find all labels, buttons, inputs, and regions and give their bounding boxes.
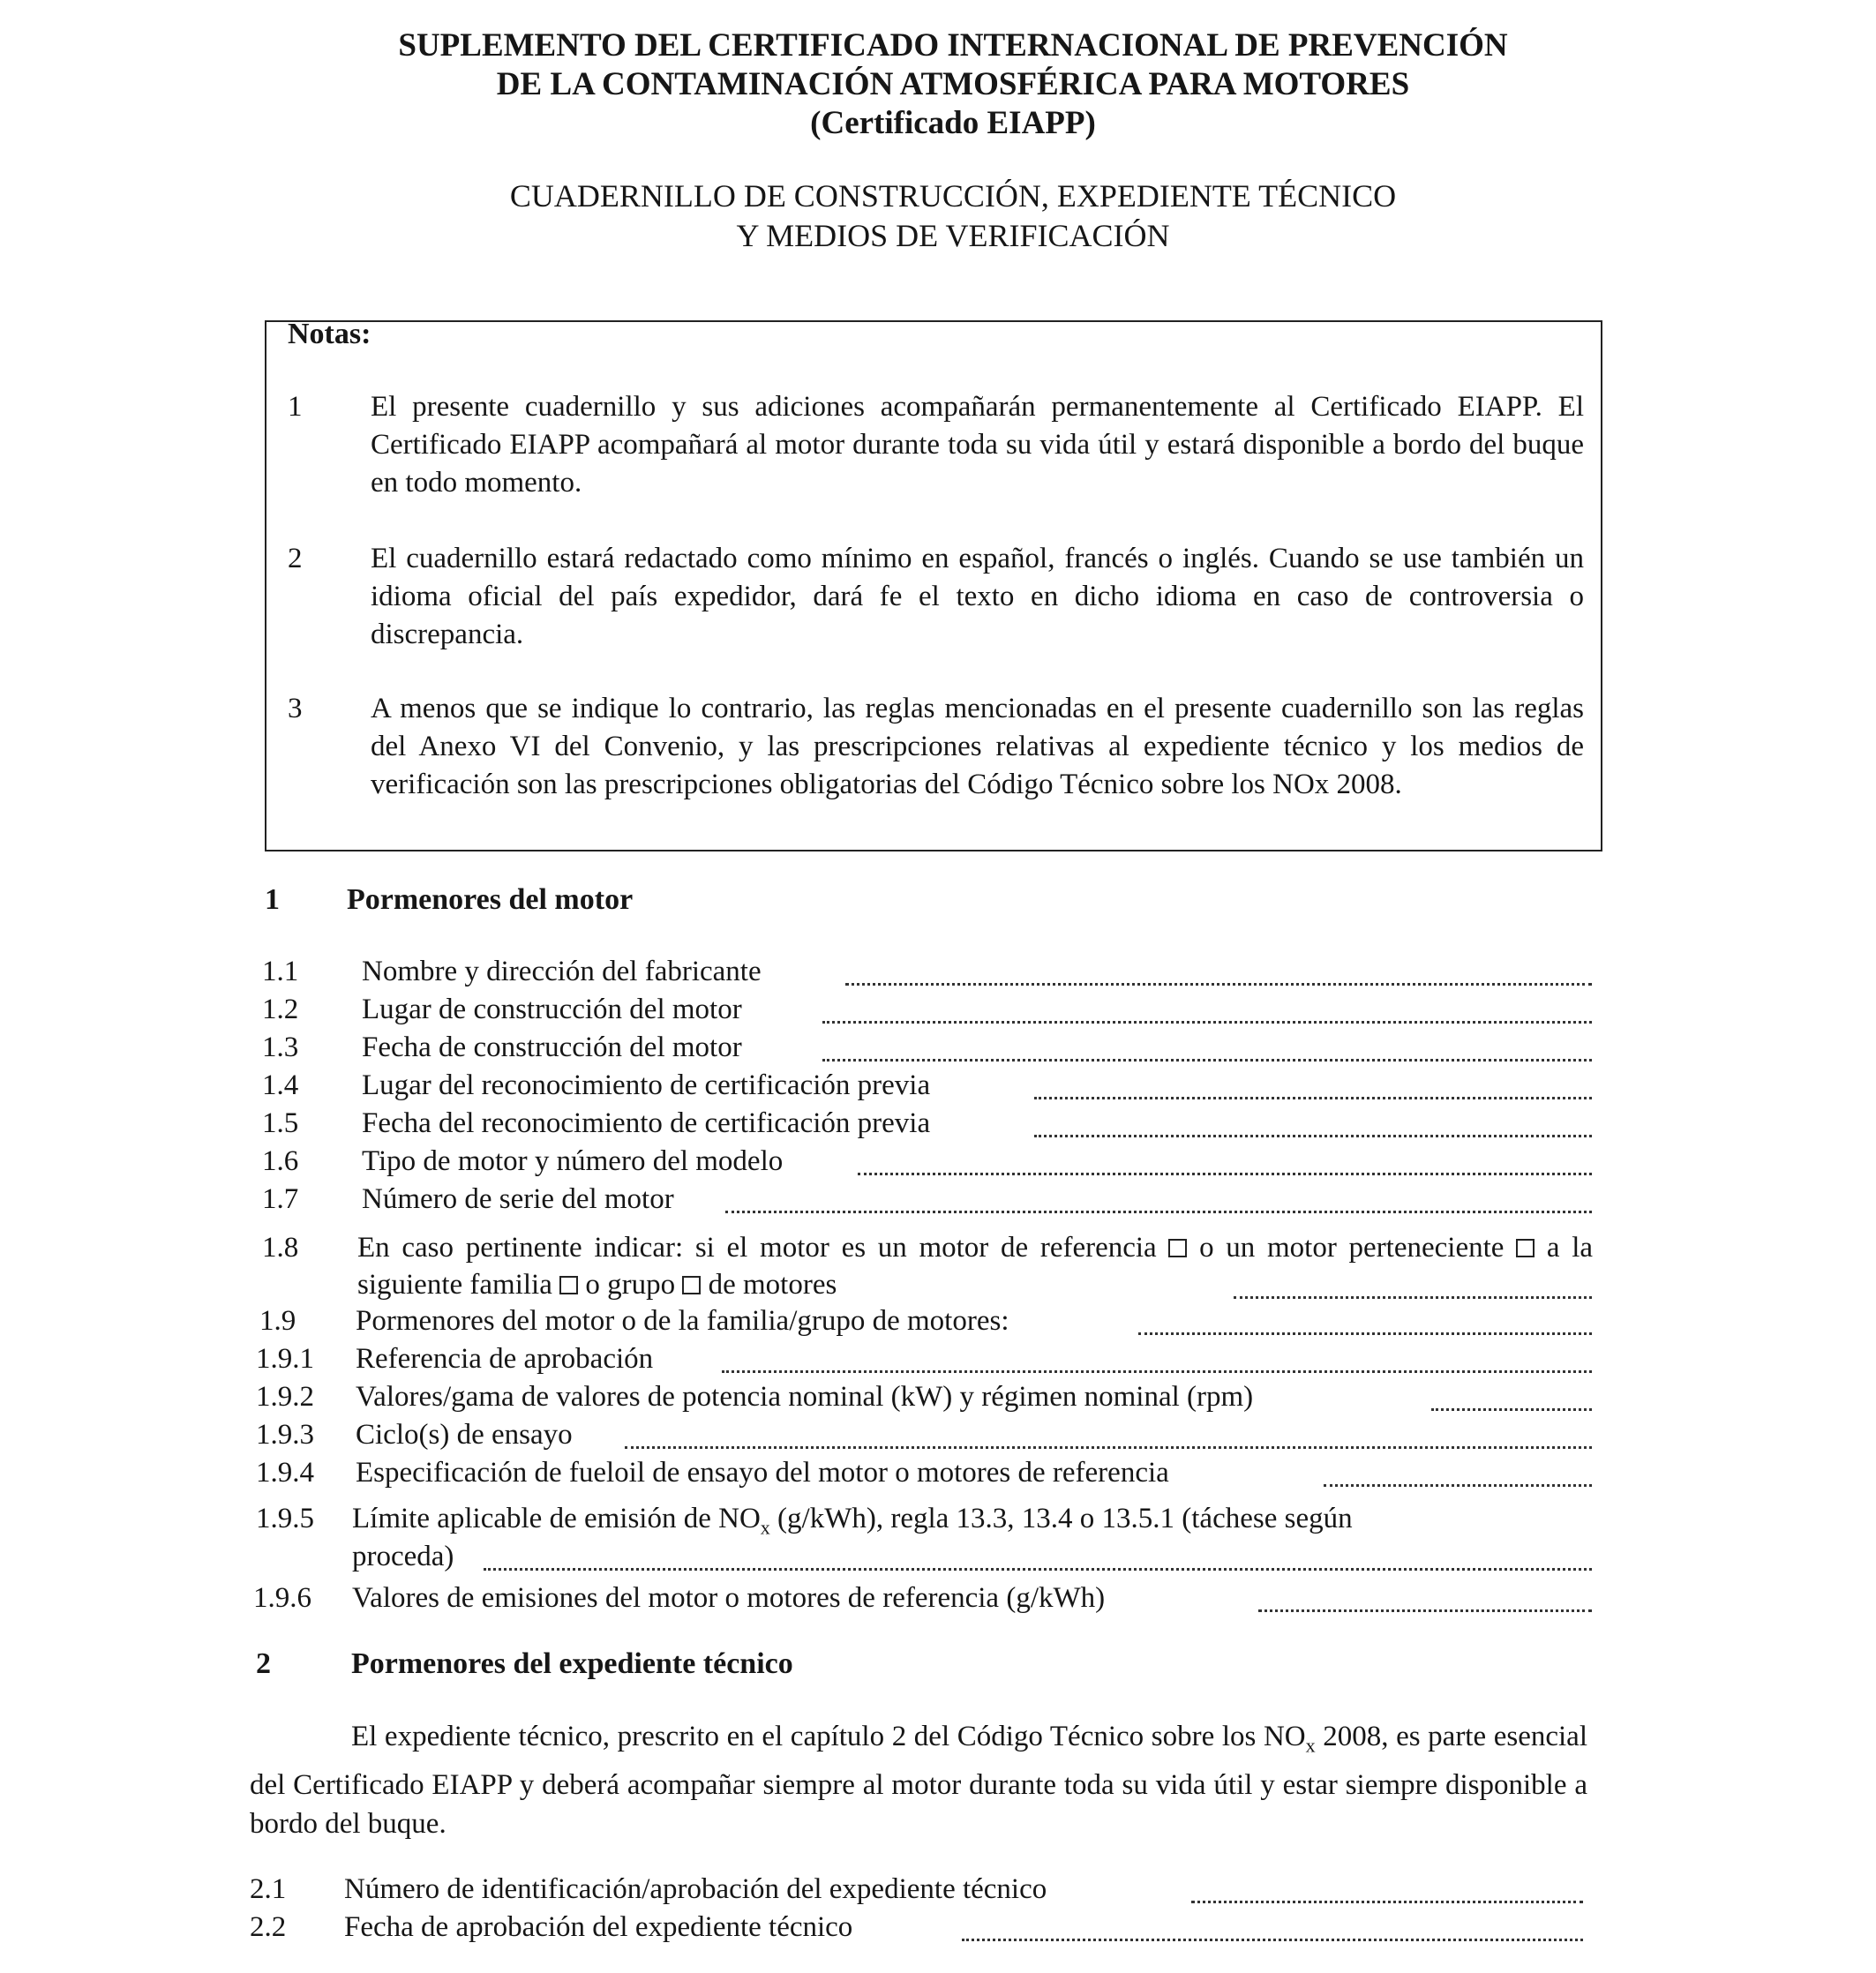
item-number: 1.6 xyxy=(262,1145,299,1177)
item-label: Valores/gama de valores de potencia nominal (kW) y régimen nominal (rpm) xyxy=(356,1381,1254,1413)
fill-line[interactable] xyxy=(722,1370,1592,1373)
subscript: x xyxy=(1305,1734,1316,1757)
item-label: Ciclo(s) de ensayo xyxy=(356,1419,573,1451)
subtitle-line-2: Y MEDIOS DE VERIFICACIÓN xyxy=(736,218,1170,253)
item-label: Referencia de aprobación xyxy=(356,1343,654,1375)
item-label-text: (g/kWh), regla 13.3, 13.4 o 13.5.1 (táchese según xyxy=(769,1503,1353,1534)
item-number: 1.3 xyxy=(262,1032,299,1063)
item-label-text: a la siguiente familia xyxy=(357,1232,1594,1301)
item-number: 1.1 xyxy=(262,956,299,987)
item-label: Fecha de construcción del motor xyxy=(362,1032,742,1063)
item-label: Valores de emisiones del motor o motores de referencia (g/kWh) xyxy=(352,1582,1106,1614)
item-label-text: o un motor xyxy=(1199,1232,1337,1264)
note-number: 3 xyxy=(288,693,303,724)
item-label: Lugar del reconocimiento de certificación previa xyxy=(362,1069,931,1101)
item-number: 1.7 xyxy=(262,1183,299,1215)
fill-line[interactable] xyxy=(1431,1408,1592,1411)
item-label: Número de identificación/aprobación del expediente técnico xyxy=(344,1873,1047,1905)
fill-line[interactable] xyxy=(1324,1484,1592,1487)
item-label-text: de motores xyxy=(708,1269,837,1301)
fill-line[interactable] xyxy=(822,1021,1592,1024)
subtitle-line-1: CUADERNILLO DE CONSTRUCCIÓN, EXPEDIENTE TÉCNICO xyxy=(509,178,1397,214)
subscript: x xyxy=(760,1516,770,1539)
item-label-text: Límite aplicable de emisión de NO xyxy=(352,1503,761,1534)
section-2-paragraph xyxy=(250,1717,1587,1843)
fill-line[interactable] xyxy=(1258,1609,1592,1612)
fill-line[interactable] xyxy=(858,1173,1592,1175)
item-label xyxy=(357,1229,1593,1303)
item-number: 1.9.6 xyxy=(253,1582,311,1614)
item-label: Tipo de motor y número del modelo xyxy=(362,1145,784,1177)
item-label: Nombre y dirección del fabricante xyxy=(362,956,762,987)
document-title xyxy=(318,26,1588,143)
fill-line[interactable] xyxy=(1138,1332,1592,1335)
item-label: Fecha del reconocimiento de certificación previa xyxy=(362,1107,931,1139)
section-1-number: 1 xyxy=(265,883,280,916)
checkbox-icon[interactable] xyxy=(1168,1239,1187,1257)
paragraph-text: 2008, es parte esencial del Certificado EIAPP y deberá acompañar siempre al motor durante toda su vida útil y estar siempre disponible a bordo del buque. xyxy=(250,1721,1587,1840)
section-2-number: 2 xyxy=(256,1647,271,1680)
item-number: 1.9.1 xyxy=(256,1343,314,1375)
item-number: 1.4 xyxy=(262,1069,299,1101)
item-label-text: o grupo xyxy=(585,1269,676,1301)
item-number: 1.9.2 xyxy=(256,1381,314,1413)
note-number: 1 xyxy=(288,391,303,423)
fill-line[interactable] xyxy=(1034,1097,1592,1099)
note-text: El presente cuadernillo y sus adiciones acompañarán permanentemente al Certificado EIAPP. El Certificado EIAPP acompañará al motor durante toda su vida útil y estará disponible a bordo del buque en todo momento. xyxy=(371,391,1584,499)
fill-line[interactable] xyxy=(484,1568,1592,1571)
checkbox-icon[interactable] xyxy=(559,1276,578,1294)
note-number: 2 xyxy=(288,543,303,574)
item-number: 1.9.4 xyxy=(256,1457,314,1489)
section-2-title: Pormenores del expediente técnico xyxy=(351,1647,793,1680)
item-label: Pormenores del motor o de la familia/grupo de motores: xyxy=(356,1305,1009,1337)
section-1-title: Pormenores del motor xyxy=(347,883,634,916)
fill-line[interactable] xyxy=(1234,1296,1592,1299)
fill-line[interactable] xyxy=(845,983,1592,986)
fill-line[interactable] xyxy=(822,1059,1592,1062)
notes-heading: Notas: xyxy=(288,318,371,350)
fill-line[interactable] xyxy=(1191,1901,1583,1903)
item-number: 1.9.3 xyxy=(256,1419,314,1451)
checkbox-icon[interactable] xyxy=(682,1276,701,1294)
fill-line[interactable] xyxy=(1034,1135,1592,1137)
fill-line[interactable] xyxy=(962,1939,1583,1941)
item-number: 1.2 xyxy=(262,994,299,1025)
fill-line[interactable] xyxy=(625,1446,1592,1449)
note-text: El cuadernillo estará redactado como mínimo en español, francés o inglés. Cuando se use también un idioma oficial del país expedidor, dará fe el texto en dicho idioma en caso de controversia o discrepancia. xyxy=(371,543,1584,650)
item-label xyxy=(352,1500,1592,1547)
item-label: Fecha de aprobación del expediente técnico xyxy=(344,1911,853,1943)
item-label: Número de serie del motor xyxy=(362,1183,674,1215)
checkbox-icon[interactable] xyxy=(1516,1239,1535,1257)
item-number: 1.8 xyxy=(262,1232,299,1264)
title-line-2: DE LA CONTAMINACIÓN ATMOSFÉRICA PARA MOTORES xyxy=(496,66,1410,102)
item-number: 1.9 xyxy=(259,1305,296,1337)
item-label-text: En caso pertinente indicar: si el motor es un motor de referencia xyxy=(357,1232,1157,1264)
item-label: Lugar de construcción del motor xyxy=(362,994,742,1025)
item-number: 1.5 xyxy=(262,1107,299,1139)
note-text: A menos que se indique lo contrario, las reglas mencionadas en el presente cuadernillo son las reglas del Anexo VI del Convenio, y las prescripciones relativas al expediente técnico y los medios de verificación son las prescripciones obligatorias del Código Técnico sobre los NOx 2008. xyxy=(371,693,1584,800)
document-subtitle xyxy=(318,176,1588,256)
item-label: proceda) xyxy=(352,1541,454,1572)
item-number: 2.1 xyxy=(250,1873,287,1905)
item-label-text: perteneciente xyxy=(1348,1232,1505,1264)
item-label: Especificación de fueloil de ensayo del motor o motores de referencia xyxy=(356,1457,1169,1489)
title-line-3: (Certificado EIAPP) xyxy=(810,105,1096,141)
title-line-1: SUPLEMENTO DEL CERTIFICADO INTERNACIONAL DE PREVENCIÓN xyxy=(398,27,1508,64)
item-number: 2.2 xyxy=(250,1911,287,1943)
fill-line[interactable] xyxy=(725,1211,1592,1213)
item-number: 1.9.5 xyxy=(256,1503,314,1534)
paragraph-text: El expediente técnico, prescrito en el capítulo 2 del Código Técnico sobre los NO xyxy=(351,1721,1306,1752)
